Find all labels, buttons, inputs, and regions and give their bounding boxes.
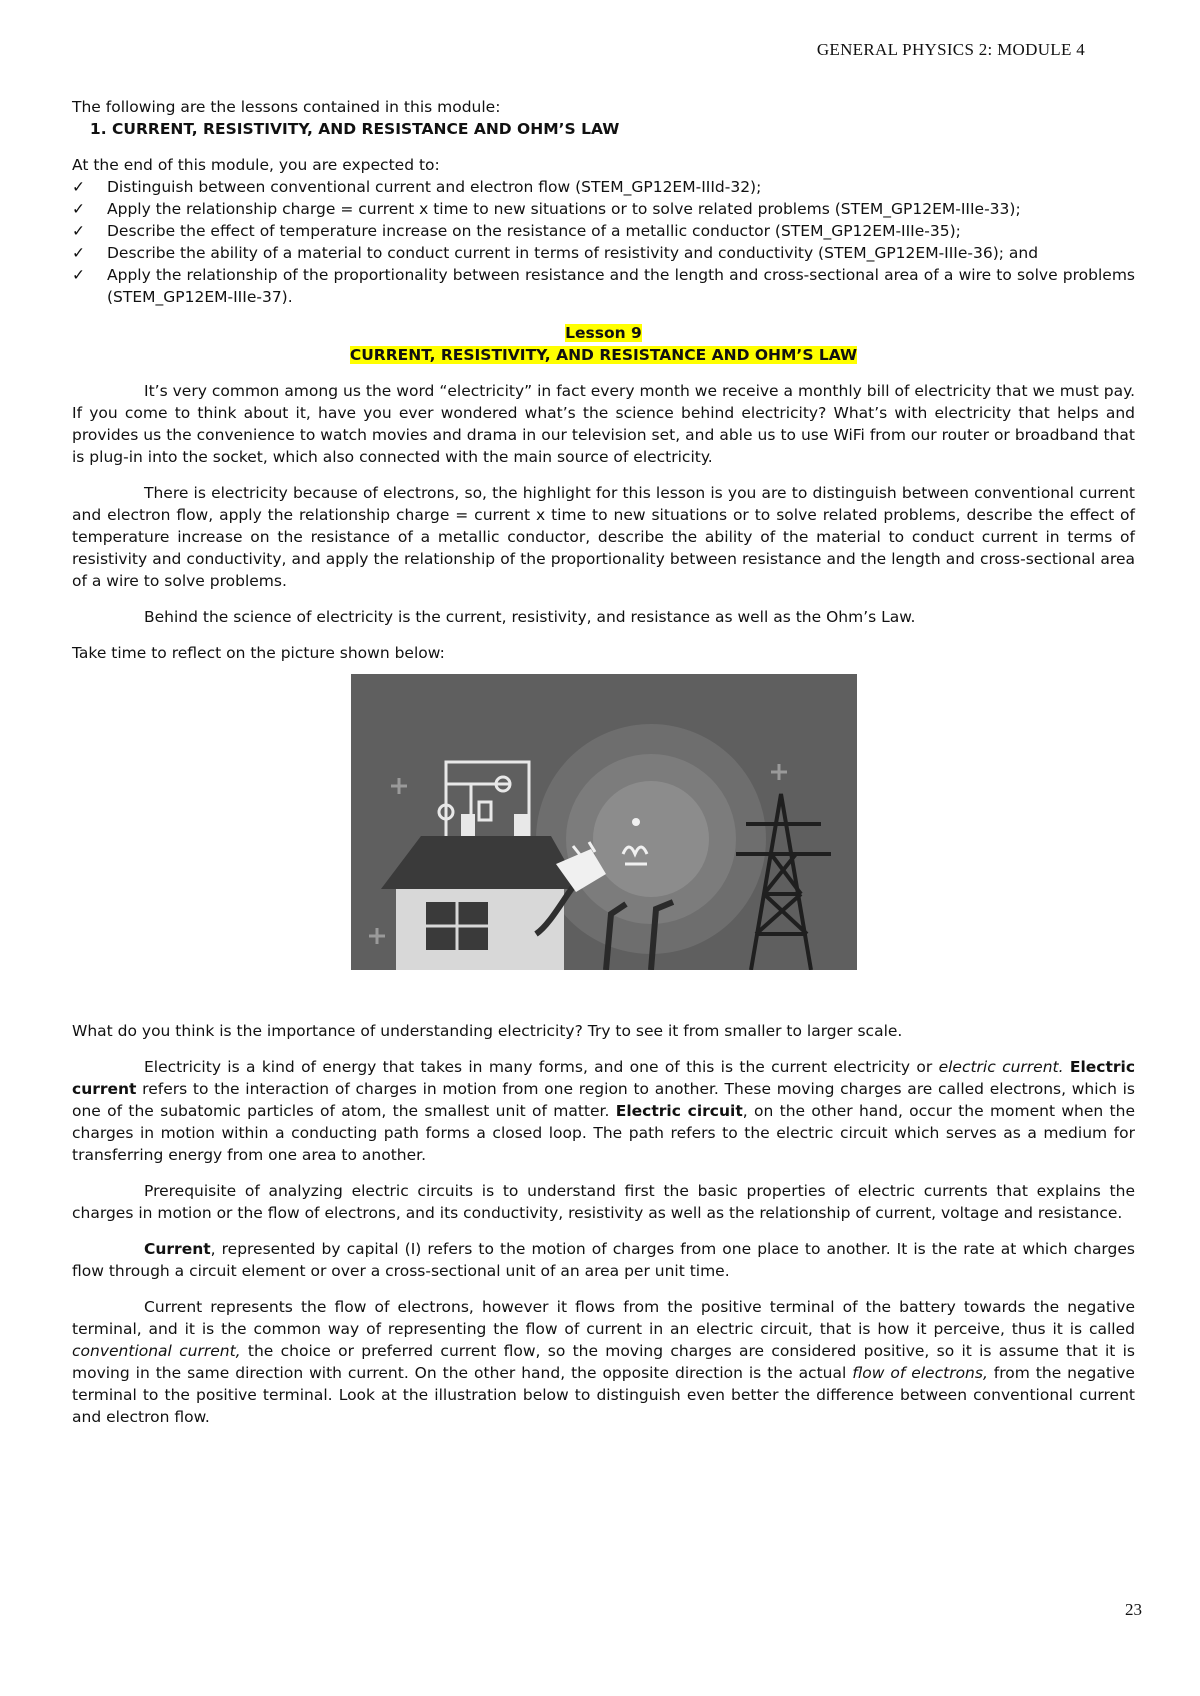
lesson-number-label: Lesson 9 — [565, 324, 642, 342]
check-icon: ✓ — [72, 222, 85, 240]
objective-text: Apply the relationship charge = current x time to new situations or to solve related problems (STEM_GP12EM-IIIe-33); — [107, 200, 1021, 218]
paragraph-reflect: Take time to reflect on the picture shown below: — [72, 644, 445, 662]
objective-item — [72, 176, 1135, 198]
lesson-title — [72, 344, 1135, 366]
lesson-list-item: 1. CURRENT, RESISTIVITY, AND RESISTANCE AND OHM’S LAW — [112, 118, 1135, 140]
objective-text: Describe the effect of temperature increase on the resistance of a metallic conductor (STEM_GP12EM-IIIe-35); — [107, 222, 961, 240]
objective-item — [72, 242, 1135, 264]
paragraph-conventional-current: Current represents the flow of electrons, however it flows from the positive terminal of the battery towards the negative terminal, and it is the common way of representing the flow of current in an electric circuit, that is how it perceive, thus it is called conventional current, the choice or preferred current flow, so the moving charges are considered positive, so it is assume that it is moving in the same direction with current. On the other hand, the opposite direction is the actual flow of electrons, from the negative terminal to the positive terminal. Look at the illustration below to distinguish even better the difference between conventional current and electron flow. — [72, 1298, 1135, 1426]
paragraph-question: What do you think is the importance of understanding electricity? Try to see it from smaller to larger scale. — [72, 1022, 903, 1040]
check-icon: ✓ — [72, 178, 85, 196]
objective-item — [72, 220, 1135, 242]
page-number: 23 — [1125, 1600, 1142, 1619]
paragraph-electric-current: Electricity is a kind of energy that takes in many forms, and one of this is the current electricity or electric current. Electric current refers to the interaction of charges in motion from one region to another. These moving charges are called electrons, which is one of the subatomic particles of atom, the smallest unit of matter. Electric circuit, on the other hand, occur the moment when the charges in motion within a conducting path forms a closed loop. The path refers to the electric circuit which serves as a medium for transferring energy from one area to another. — [72, 1058, 1136, 1164]
paragraph-intro: It’s very common among us the word “electricity” in fact every month we receive a monthly bill of electricity that we must pay. If you come to think about it, have you ever wondered what’s the science behind electricity? What’s with electricity that helps and provides us the convenience to watch movies and drama in our television set, and able us to use WiFi from our router or broadband that is plug-in into the socket, which also connected with the main source of electricity. — [72, 382, 1135, 466]
objective-text: Apply the relationship of the proportionality between resistance and the length and cross-sectional area of a wire to solve problems (STEM_GP12EM-IIIe-37). — [107, 266, 1135, 306]
lessons-heading: The following are the lessons contained in this module: — [72, 98, 501, 116]
term-flow-of-electrons: flow of electrons, — [852, 1364, 988, 1382]
bulb-icon — [632, 818, 640, 826]
check-icon: ✓ — [72, 200, 85, 218]
electricity-illustration-image — [351, 674, 857, 970]
term-current: Current — [144, 1240, 211, 1258]
term-electric-current: electric current. — [938, 1058, 1064, 1076]
page-content — [72, 96, 1135, 1428]
term-electric-circuit: Electric circuit — [615, 1102, 743, 1120]
lesson-list — [72, 118, 1135, 140]
module-header: GENERAL PHYSICS 2: MODULE 4 — [816, 40, 1085, 59]
glow-inner — [593, 781, 709, 897]
paragraph-current-definition: Current, represented by capital (I) refers to the motion of charges from one place to another. It is the rate at which charges flow through a circuit element or over a cross-sectional unit of an area per unit time. — [72, 1240, 1135, 1280]
electricity-illustration — [72, 674, 1135, 970]
paragraph-science: Behind the science of electricity is the current, resistivity, and resistance as well as the Ohm’s Law. — [144, 608, 916, 626]
paragraph-highlight: There is electricity because of electrons, so, the highlight for this lesson is you are to distinguish between conventional current and electron flow, apply the relationship charge = current x time to new situations or to solve related problems, describe the effect of temperature increase on the resistance of a metallic conductor, describe the ability of the material to conduct current in terms of resistivity and conductivity, and apply the relationship of the proportionality between resistance and the length and cross-sectional area of a wire to solve problems. — [72, 484, 1135, 590]
check-icon: ✓ — [72, 266, 85, 284]
lesson-title-label: CURRENT, RESISTIVITY, AND RESISTANCE AND OHM’S LAW — [349, 346, 858, 364]
objective-item — [72, 198, 1135, 220]
lesson-number — [72, 322, 1135, 344]
objectives-heading: At the end of this module, you are expected to: — [72, 156, 440, 174]
paragraph-prerequisite: Prerequisite of analyzing electric circuits is to understand first the basic properties of electric currents that explains the charges in motion or the flow of electrons, and its conductivity, resistivity as well as the relationship of current, voltage and resistance. — [72, 1182, 1135, 1222]
objective-text: Describe the ability of a material to conduct current in terms of resistivity and conductivity (STEM_GP12EM-IIIe-36); and — [107, 244, 1039, 262]
term-electric-current-bold: Electric current — [72, 1058, 1136, 1098]
term-conventional-current: conventional current, — [72, 1342, 241, 1360]
check-icon: ✓ — [72, 244, 85, 262]
objective-text: Distinguish between conventional current and electron flow (STEM_GP12EM-IIId-32); — [107, 178, 762, 196]
objective-item — [72, 264, 1135, 308]
objectives-list — [72, 176, 1135, 308]
